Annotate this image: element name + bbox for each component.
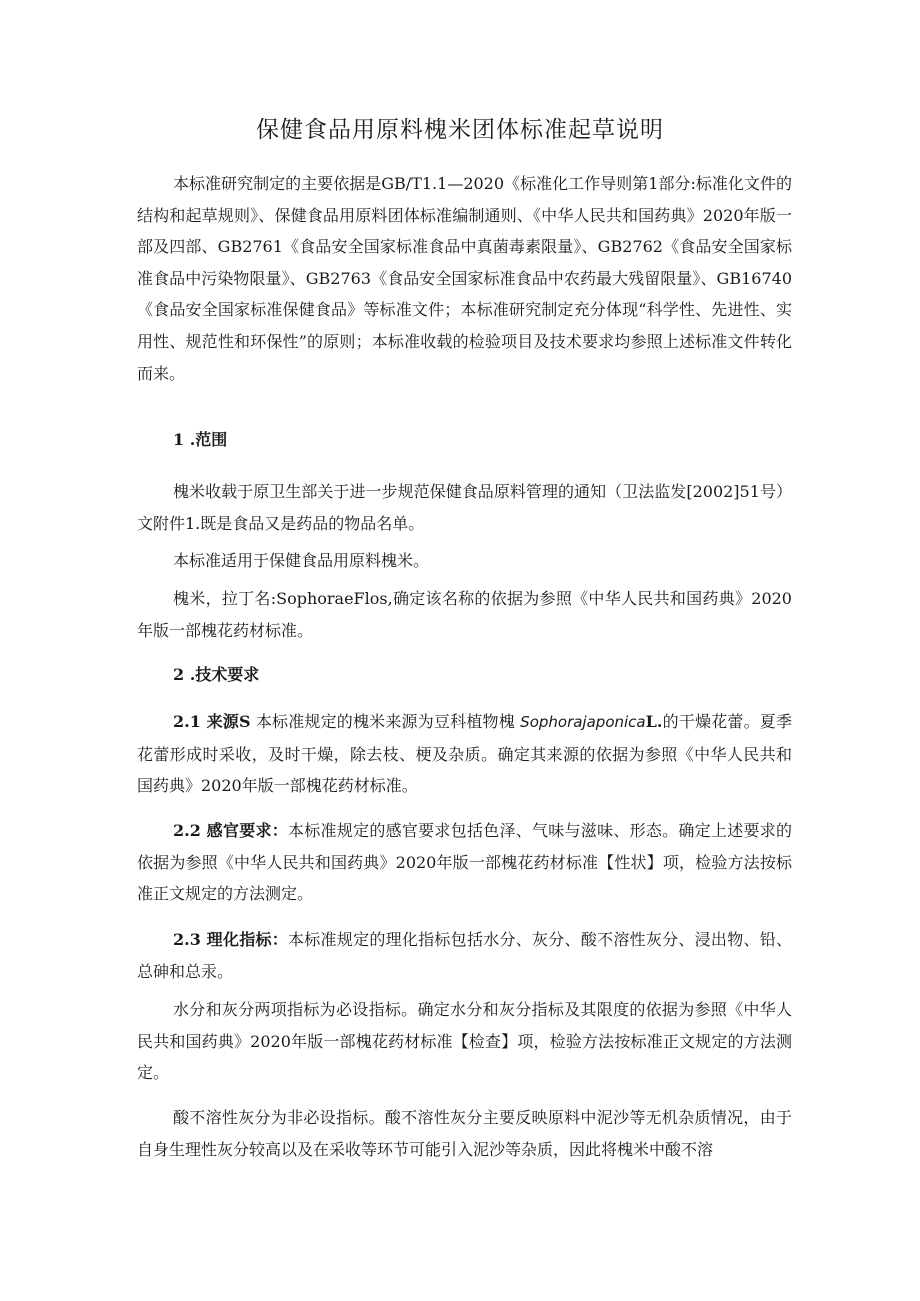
source-paragraph <box>137 706 792 802</box>
section-1-heading: 1 .范围 <box>173 430 228 449</box>
scope-paragraph-3: 槐米，拉丁名:SophoraeFlos,确定该名称的依据为参照《中华人民共和国药典》2020年版一部槐花药材标准。 <box>137 589 792 640</box>
source-text-a: 本标准规定的槐米来源为豆科植物槐 <box>255 712 515 731</box>
acid-ash-paragraph: 酸不溶性灰分为非必设指标。酸不溶性灰分主要反映原料中泥沙等无机杂质情况，由于自身生理性灰分较高以及在采收等环节可能引入泥沙等杂质，因此将槐米中酸不溶 <box>137 1108 792 1159</box>
physchem-text: 本标准规定的理化指标包括水分、灰分、酸不溶性灰分、浸出物、铅、总砷和总汞。 <box>137 930 792 981</box>
page-title: 保健食品用原料槐米团体标准起草说明 <box>256 117 664 143</box>
scope-paragraph-2: 本标准适用于保健食品用原料槐米。 <box>173 551 430 570</box>
source-label: 2.1 来源S <box>173 712 251 731</box>
water-ash-paragraph: 水分和灰分两项指标为必设指标。确定水分和灰分指标及其限度的依据为参照《中华人民共和国药典》2020年版一部槐花药材标准【检查】项，检验方法按标准正文规定的方法测定。 <box>137 1000 792 1083</box>
latin-name: Sophorajaponica <box>520 713 646 731</box>
physchem-paragraph <box>137 924 792 987</box>
sensory-text: 本标准规定的感官要求包括色泽、气味与滋味、形态。确定上述要求的依据为参照《中华人民共和国药典》2020年版一部槐花药材标准【性状】项，检验方法按标准正文规定的方法测定。 <box>137 821 792 904</box>
section-2-heading: 2 .技术要求 <box>173 665 260 684</box>
source-text-b: 的干燥花蕾。夏季花蕾形成时采收，及时干燥，除去枝、梗及杂质。确定其来源的依据为参照《中华人民共和国药典》2020年版一部槐花药材标准。 <box>137 712 792 796</box>
sensory-label: 2.2 感官要求： <box>173 821 289 840</box>
scope-paragraph-1: 槐米收载于原卫生部关于进一步规范保健食品原料管理的通知（卫法监发[2002]51号）文附件1.既是食品又是药品的物品名单。 <box>137 482 792 533</box>
intro-paragraph: 本标准研究制定的主要依据是GB/T1.1—2020《标准化工作导则第1部分:标准化文件的结构和起草规则》、保健食品用原料团体标准编制通则、《中华人民共和国药典》2020年版一部及四部、GB2761《食品安全国家标准食品中真菌毒素限量》、GB2762《食品安全国家标准食品中污染物限量》、GB2763《食品安全国家标准食品中农药最大残留限量》、GB16740《食品安全国家标准保健食品》等标准文件；本标准研究制定充分体现“科学性、先进性、实用性、规范性和环保性”的原则；本标准收载的检验项目及技术要求均参照上述标准文件转化而来。 <box>137 174 792 383</box>
latin-suffix: L. <box>645 712 663 731</box>
physchem-label: 2.3 理化指标： <box>173 930 289 949</box>
sensory-paragraph <box>137 815 792 910</box>
